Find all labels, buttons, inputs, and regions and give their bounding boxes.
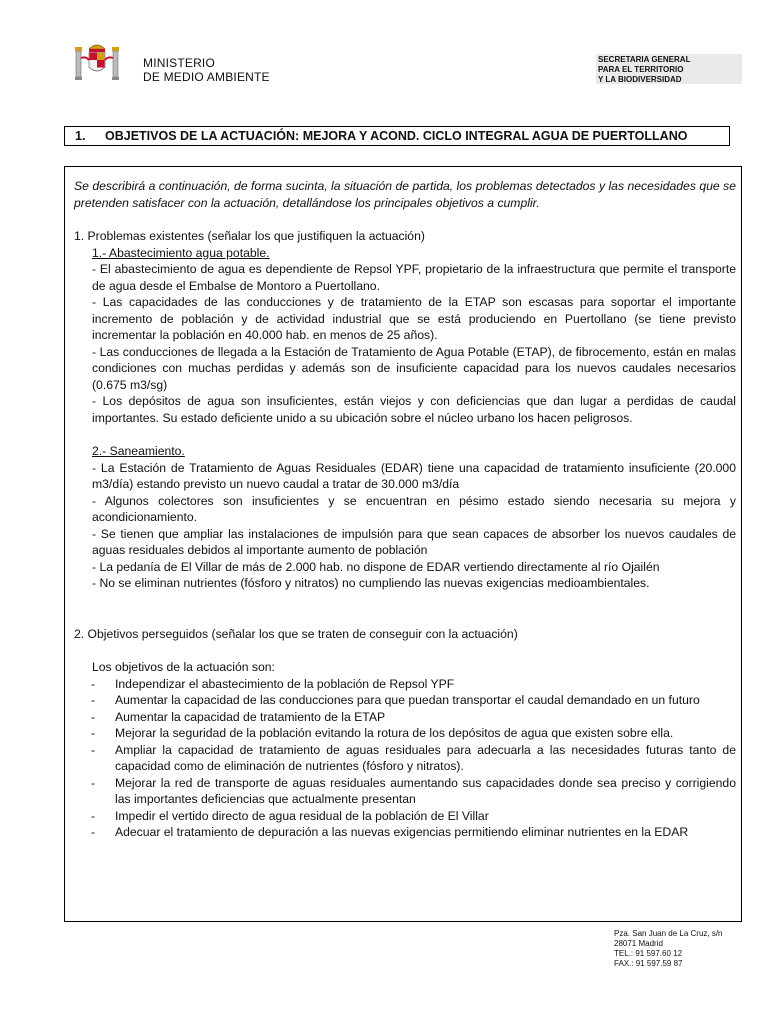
objective-item xyxy=(91,692,736,709)
objective-text: Aumentar la capacidad de las conducciones para que puedan transportar el caudal demandado en un futuro xyxy=(115,693,700,707)
objective-text: Aumentar la capacidad de tratamiento de la ETAP xyxy=(115,709,386,724)
bullet-dash: - xyxy=(91,825,96,839)
secretaria-line-3: Y LA BIODIVERSIDAD xyxy=(598,75,682,84)
ministry-line-1: MINISTERIO xyxy=(143,56,216,70)
objective-item xyxy=(91,824,736,841)
abastecimiento-item-1: - El abastecimiento de agua es dependiente de Repsol YPF, propietario de la infraestructura que permite el transporte de agua desde el Embalse de Montoro a Puertollano. xyxy=(92,262,736,293)
bullet-dash: - xyxy=(91,676,96,691)
objectives-heading: 2. Objetivos perseguidos (señalar los que se traten de conseguir con la actuación) xyxy=(74,626,518,641)
bullet-dash: - xyxy=(91,726,96,740)
bullet-dash: - xyxy=(91,709,96,724)
secretaria-label xyxy=(596,54,742,84)
coat-of-arms-logo xyxy=(72,40,122,86)
objectives-list xyxy=(74,676,736,841)
section-title-bar xyxy=(64,126,730,146)
objective-text: Mejorar la seguridad de la población evitando la rotura de los depósitos de agua que existen sobre ella. xyxy=(115,726,674,740)
problems-heading: 1. Problemas existentes (señalar los que justifiquen la actuación) xyxy=(74,229,425,243)
objective-item xyxy=(91,709,736,726)
objective-text: Adecuar el tratamiento de depuración a las nuevas exigencias permitiendo eliminar nutrientes en la EDAR xyxy=(115,825,689,839)
ministry-line-2: DE MEDIO AMBIENTE xyxy=(143,70,270,84)
objective-text: Ampliar la capacidad de tratamiento de aguas residuales para adecuarla a las necesidades futuras tanto de capacidad como de eliminación de nutrientes (fósforo y nitratos). xyxy=(115,742,736,773)
bullet-dash: - xyxy=(91,775,96,790)
saneamiento-title: 2.- Saneamiento. xyxy=(92,444,185,458)
saneamiento-item-5: - No se eliminan nutrientes (fósforo y nitratos) no cumpliendo las nuevas exigencias medioambientales. xyxy=(92,576,650,590)
bullet-dash: - xyxy=(91,693,96,707)
abastecimiento-item-2: - Las capacidades de las conducciones y de tratamiento de la ETAP son escasas para soportar el importante incremento de población y de actividad industrial que se está produciendo en Puertollano (se tiene previsto incrementar la población en 40.000 hab. en menos de 25 años). xyxy=(92,295,736,342)
objective-item xyxy=(91,742,736,775)
bullet-dash: - xyxy=(91,808,96,823)
address-postal: 28071 Madrid xyxy=(614,939,663,948)
abastecimiento-section xyxy=(74,245,736,592)
abastecimiento-item-4: - Los depósitos de agua son insuficientes, están viejos y con deficiencias que dan lugar a perdidas de caudal importantes. Su estado deficiente unido a su ubicación sobre el núcleo urbano los hacen peligrosos. xyxy=(92,394,736,425)
saneamiento-item-3: - Se tienen que ampliar las instalaciones de impulsión para que sean capaces de absorber los nuevos caudales de aguas residuales debidos al importante aumento de población xyxy=(92,526,736,557)
secretaria-line-1: SECRETARIA GENERAL xyxy=(598,55,691,64)
objective-item xyxy=(91,725,736,742)
objective-text: Impedir el vertido directo de agua residual de la población de El Villar xyxy=(115,808,489,823)
address-fax: FAX.: 91 597.59 87 xyxy=(614,959,683,968)
objective-item xyxy=(91,775,736,808)
objective-item xyxy=(91,676,736,693)
bullet-dash: - xyxy=(91,742,96,757)
objectives-lead: Los objetivos de la actuación son: xyxy=(92,660,275,674)
abastecimiento-item-3: - Las conducciones de llegada a la Estación de Tratamiento de Agua Potable (ETAP), de fibrocemento, están en malas condiciones con muchas perdidas y además son de insuficiente capacidad para los nuevos caudales necesarios (0.675 m3/sg) xyxy=(92,344,736,392)
document-body xyxy=(74,178,736,841)
saneamiento-item-4: - La pedanía de El Villar de más de 2.000 hab. no dispone de EDAR vertiendo directamente al río Ojailén xyxy=(92,559,660,574)
ministry-name xyxy=(143,56,270,84)
address-tel: TEL.: 91 597.60 12 xyxy=(614,949,683,958)
objective-text: Mejorar la red de transporte de aguas residuales aumentando sus capacidades donde sea preciso y corrigiendo las importantes deficiencias que actualmente presentan xyxy=(115,775,736,806)
intro-paragraph: Se describirá a continuación, de forma sucinta, la situación de partida, los problemas detectados y las necesidades que se pretenden satisfacer con la actuación, detallándose los principales objetivos a cumplir. xyxy=(74,179,736,210)
section-title: OBJETIVOS DE LA ACTUACIÓN: MEJORA Y ACOND. CICLO INTEGRAL AGUA DE PUERTOLLANO xyxy=(105,129,688,143)
footer-address xyxy=(614,929,723,969)
objective-item xyxy=(91,808,736,825)
objective-text: Independizar el abastecimiento de la población de Repsol YPF xyxy=(115,676,455,691)
saneamiento-item-2: - Algunos colectores son insuficientes y se encuentran en pésimo estado siendo necesaria su mejora y acondicionamiento. xyxy=(92,493,736,524)
saneamiento-item-1: - La Estación de Tratamiento de Aguas Residuales (EDAR) tiene una capacidad de tratamiento insuficiente (20.000 m3/día) estando previsto un nuevo caudal a tratar de 30.000 m3/día xyxy=(92,460,736,491)
section-number: 1. xyxy=(75,129,86,143)
secretaria-line-2: PARA EL TERRITORIO xyxy=(598,65,684,74)
address-street: Pza. San Juan de La Cruz, s/n xyxy=(614,929,723,938)
abastecimiento-title: 1.- Abastecimiento agua potable. xyxy=(92,245,270,260)
